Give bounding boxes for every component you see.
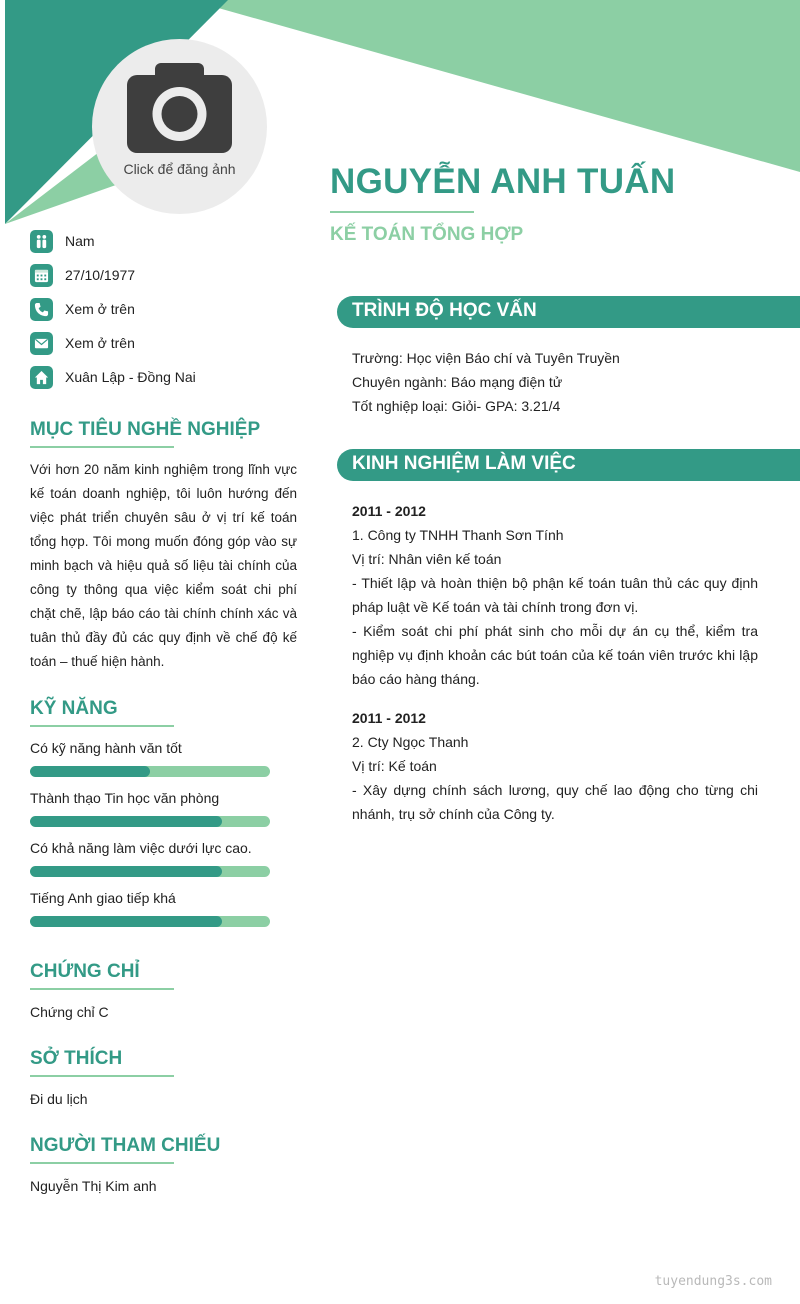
- experience-title: KINH NGHIỆM LÀM VIỆC: [352, 453, 576, 474]
- references-text: Nguyễn Thị Kim anh: [30, 1178, 157, 1194]
- references-title: NGƯỜI THAM CHIẾU: [30, 1135, 221, 1156]
- experience-job: [352, 706, 758, 826]
- skill-label: Thành thạo Tin học văn phòng: [30, 790, 220, 806]
- education-school: Trường: Học viện Báo chí và Tuyên Truyền: [352, 350, 620, 366]
- job-company: 2. Cty Ngọc Thanh: [352, 734, 469, 750]
- gender-text: Nam: [65, 233, 95, 249]
- objective-title: MỤC TIÊU NGHỀ NGHIỆP: [30, 419, 261, 440]
- calendar-icon: [30, 264, 53, 287]
- skill-bar: [30, 866, 270, 877]
- contact-email: [30, 326, 196, 360]
- job-duty: - Kiểm soát chi phí phát sinh cho mỗi dự án cụ thể, kiểm tra nghiệp vụ định khoản các bút toán của kế toán viên trước khi lập báo cáo hàng tháng.: [352, 623, 758, 687]
- hobbies-text: Đi du lịch: [30, 1091, 88, 1107]
- education-block: [352, 346, 758, 418]
- skills-title: KỸ NĂNG: [30, 698, 118, 719]
- certificates-underline: [30, 988, 174, 990]
- watermark: tuyendung3s.com: [654, 1274, 772, 1289]
- education-major: Chuyên ngành: Báo mạng điện tử: [352, 374, 563, 390]
- education-grade: Tốt nghiệp loại: Giỏi- GPA: 3.21/4: [352, 398, 561, 414]
- job-position: Vị trí: Nhân viên kế toán: [352, 551, 502, 567]
- email-text: Xem ở trên: [65, 335, 135, 351]
- skill-bar: [30, 766, 270, 777]
- skill-bar-fill: [30, 766, 150, 777]
- contact-birthday: [30, 258, 196, 292]
- experience-job: [352, 499, 758, 691]
- references-underline: [30, 1162, 174, 1164]
- hobbies-title: SỞ THÍCH: [30, 1048, 123, 1069]
- skill-bar: [30, 916, 270, 927]
- objective-underline: [30, 446, 174, 448]
- education-header: [337, 296, 800, 328]
- certificates-text: Chứng chỉ C: [30, 1004, 109, 1020]
- skills-underline: [30, 725, 174, 727]
- contact-list: [30, 224, 196, 394]
- hobbies-underline: [30, 1075, 174, 1077]
- birthday-text: 27/10/1977: [65, 267, 136, 283]
- candidate-name: NGUYỄN ANH TUẤN: [330, 162, 676, 201]
- home-icon: [30, 366, 53, 389]
- skill-bar-fill: [30, 816, 222, 827]
- objective-text: Với hơn 20 năm kinh nghiệm trong lĩnh vực kế toán doanh nghiệp, tôi luôn hướng đến việc phát triển chuyên sâu ở vị trí kế toán tổng hợp. Tôi mong muốn đóng góp vào sự minh bạch và hiệu quả số liệu tài chính của công ty thông qua việc kiểm soát chi phí chặt chẽ, lập báo cáo tài chính chính xác và tuân thủ đầy đủ các quy định về chế độ kế toán – thuế hiện hành.: [30, 462, 297, 669]
- job-period: 2011 - 2012: [352, 710, 426, 726]
- skill-label: Tiếng Anh giao tiếp khá: [30, 890, 176, 906]
- contact-address: [30, 360, 196, 394]
- envelope-icon: [30, 332, 53, 355]
- job-position: Vị trí: Kế toán: [352, 758, 437, 774]
- skill-label: Có kỹ năng hành văn tốt: [30, 740, 182, 756]
- education-title: TRÌNH ĐỘ HỌC VẤN: [352, 300, 537, 321]
- skill-label: Có khả năng làm việc dưới lực cao.: [30, 840, 252, 856]
- name-underline: [330, 211, 474, 213]
- skill-bar-fill: [30, 866, 222, 877]
- address-text: Xuân Lập - Đồng Nai: [65, 369, 196, 385]
- certificates-title: CHỨNG CHỈ: [30, 961, 140, 982]
- photo-caption: Click để đăng ảnh: [123, 161, 236, 177]
- job-duty: - Xây dựng chính sách lương, quy chế lao động cho từng chi nhánh, trụ sở chính của Công ty.: [352, 782, 758, 822]
- camera-icon: [127, 61, 232, 153]
- phone-icon: [30, 298, 53, 321]
- gender-icon: [30, 230, 53, 253]
- phone-text: Xem ở trên: [65, 301, 135, 317]
- experience-header: [337, 449, 800, 481]
- photo-upload[interactable]: [92, 39, 267, 214]
- skill-bar-fill: [30, 916, 222, 927]
- job-title: KẾ TOÁN TỔNG HỢP: [330, 224, 524, 245]
- contact-gender: [30, 224, 196, 258]
- skill-bar: [30, 816, 270, 827]
- job-company: 1. Công ty TNHH Thanh Sơn Tính: [352, 527, 564, 543]
- job-period: 2011 - 2012: [352, 503, 426, 519]
- contact-phone: [30, 292, 196, 326]
- job-duty: - Thiết lập và hoàn thiện bộ phận kế toán tuân thủ các quy định pháp luật về Kế toán và tài chính trong đơn vị.: [352, 575, 758, 615]
